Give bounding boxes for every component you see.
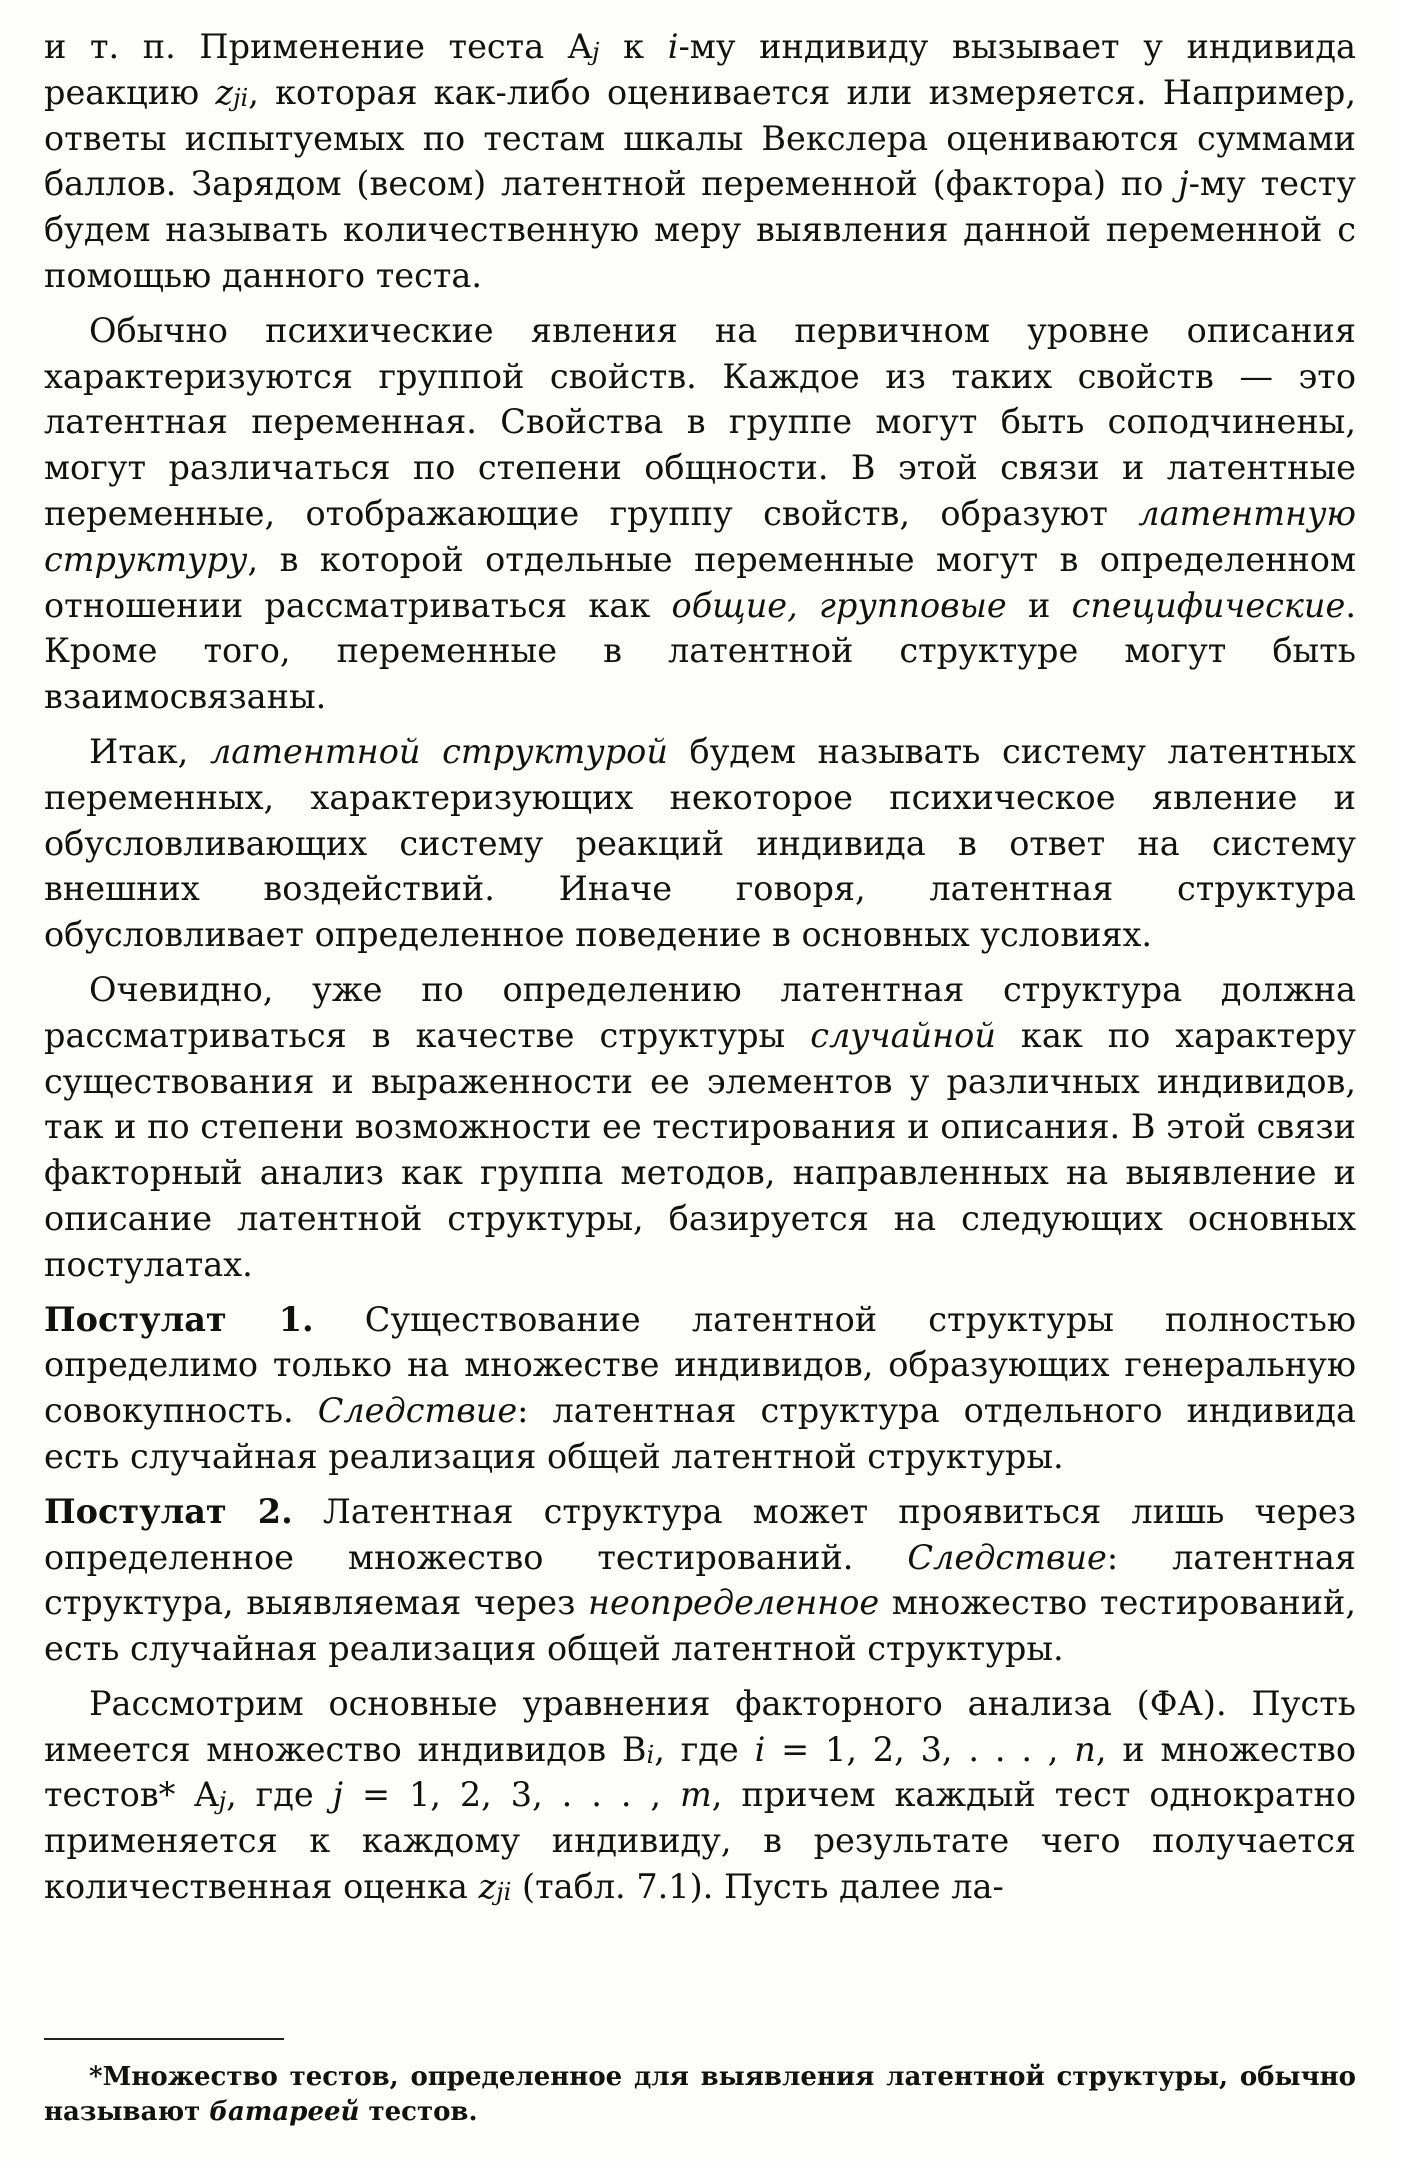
postulate-2-heading: Постулат 2. — [44, 1491, 293, 1531]
math-j: j — [332, 1775, 343, 1815]
postulate-2 — [44, 1489, 1356, 1672]
math-j: j — [592, 38, 600, 67]
footnote-rule — [44, 2038, 284, 2040]
math-i: i — [646, 1741, 655, 1770]
p4-text: Очевидно, уже по определению латентная структура должна рассматриваться в качестве структуры — [44, 969, 1356, 1055]
paragraph-1 — [44, 24, 1356, 299]
p7-text: (табл. 7.1). Пусть далее ла- — [511, 1867, 1004, 1907]
paragraph-7 — [44, 1681, 1356, 1910]
corollary-label: Следствие — [907, 1537, 1107, 1577]
math-ji: ji — [233, 84, 249, 113]
term-random: случайной — [810, 1015, 996, 1055]
p1-text: и т. п. Применение теста A — [44, 27, 593, 66]
p5-text: : латентная структура отдельного индивида есть случайная реализация общей латентной структуры. — [44, 1391, 1357, 1476]
p4-text: как по характеру существования и выраженности ее элементов у различных индивидов, так и по степени возможности ее тестирования и описания. В этой связи факторный анализ как группа методов, направленных на выявление и описание латентной структуры, базируется на следующих основных постулатах. — [44, 1015, 1356, 1284]
p2-text: . Кроме того, переменные в латентной структуре могут быть взаимосвязаны. — [44, 585, 1356, 717]
p5-text: Существование латентной структуры полностью определимо только на множестве индивидов, образующих генеральную совокупность. — [44, 1299, 1356, 1431]
math-j: j — [1178, 164, 1189, 204]
p7-text: = 1, 2, 3, . . . , — [765, 1729, 1075, 1769]
term-undefined: неопределенное — [587, 1583, 880, 1623]
p6-text: Латентная структура может проявиться лишь через определенное множество тестирований. — [44, 1491, 1356, 1577]
postulate-1 — [44, 1297, 1356, 1480]
postulate-1-heading: Постулат 1. — [44, 1299, 314, 1339]
p2-text: , в которой отдельные переменные могут в определенном отношении рассматриваться как — [44, 539, 1356, 625]
corollary-label: Следствие — [317, 1391, 518, 1431]
term-specific: специфические — [1071, 585, 1346, 625]
p2-text: и — [1006, 585, 1072, 625]
paragraph-4 — [44, 967, 1356, 1288]
math-z: z — [215, 72, 234, 112]
p3-text: Итак, — [89, 731, 210, 771]
p7-text: Рассмотрим основные уравнения факторного анализа (ФА). Пусть имеется множество индивидов B — [44, 1683, 1356, 1769]
p7-text: , где — [654, 1729, 755, 1769]
term-latent-structure-def: латентной структурой — [209, 731, 668, 771]
p3-text: будем называть систему латентных переменных, характеризующих некоторое психическое явление и обусловливающих систему реакций индивида в ответ на систему внешних воздействий. Иначе говоря, латентная структура обусловливает определенное поведение в основных условиях. — [44, 731, 1356, 955]
p7-text: = 1, 2, 3, . . . , — [343, 1775, 681, 1815]
p6-text: : латентная структура, выявляемая через — [44, 1537, 1357, 1623]
p7-text: , причем каждый тест однократно применяется к каждому индивиду, в результате чего получается количественная оценка — [44, 1775, 1357, 1907]
p7-text: , и множество тестов* A — [44, 1729, 1357, 1815]
footnote-text: *Множество тестов, определенное для выявления латентной структуры, обычно называют — [44, 2062, 1356, 2127]
math-z: z — [478, 1867, 497, 1907]
math-ji: ji — [496, 1878, 512, 1907]
math-i: i — [754, 1729, 766, 1769]
paragraph-3 — [44, 729, 1356, 958]
p1-text: -му индивиду вызывает у индивида реакцию — [44, 27, 1356, 112]
math-n: n — [1074, 1729, 1096, 1769]
footnote-text: тестов. — [359, 2097, 478, 2127]
p7-text: , где — [226, 1775, 333, 1815]
paragraph-2 — [44, 308, 1356, 720]
p6-text: множество тестирований, есть случайная реализация общей латентной структуры. — [44, 1583, 1356, 1669]
p1-text: -му тесту будем называть количественную меру выявления данной переменной с помощью данного теста. — [44, 164, 1356, 295]
p1-text: к — [599, 27, 668, 66]
body-text — [44, 24, 1356, 1919]
math-i: i — [667, 27, 679, 66]
term-general-group: общие, групповые — [671, 585, 1007, 625]
footnote — [44, 2060, 1356, 2130]
p1-text: , которая как-либо оценивается или измеряется. Например, ответы испытуемых по тестам шкалы Векслера оцениваются суммами баллов. Зарядом (весом) латентной переменной (фактора) по — [44, 72, 1356, 204]
p2-text: Обычно психические явления на первичном уровне описания характеризуются группой свойств. Каждое из таких свойств — это латентная переменная. Свойства в группе могут быть соподчинены, могут различаться по степени общности. В этой связи и латентные переменные, отображающие группу свойств, образуют — [44, 310, 1356, 533]
math-j: j — [218, 1786, 227, 1815]
term-battery: батареей — [209, 2097, 360, 2127]
math-m: m — [680, 1775, 712, 1815]
term-latent-structure: латентную структуру — [44, 493, 1356, 579]
